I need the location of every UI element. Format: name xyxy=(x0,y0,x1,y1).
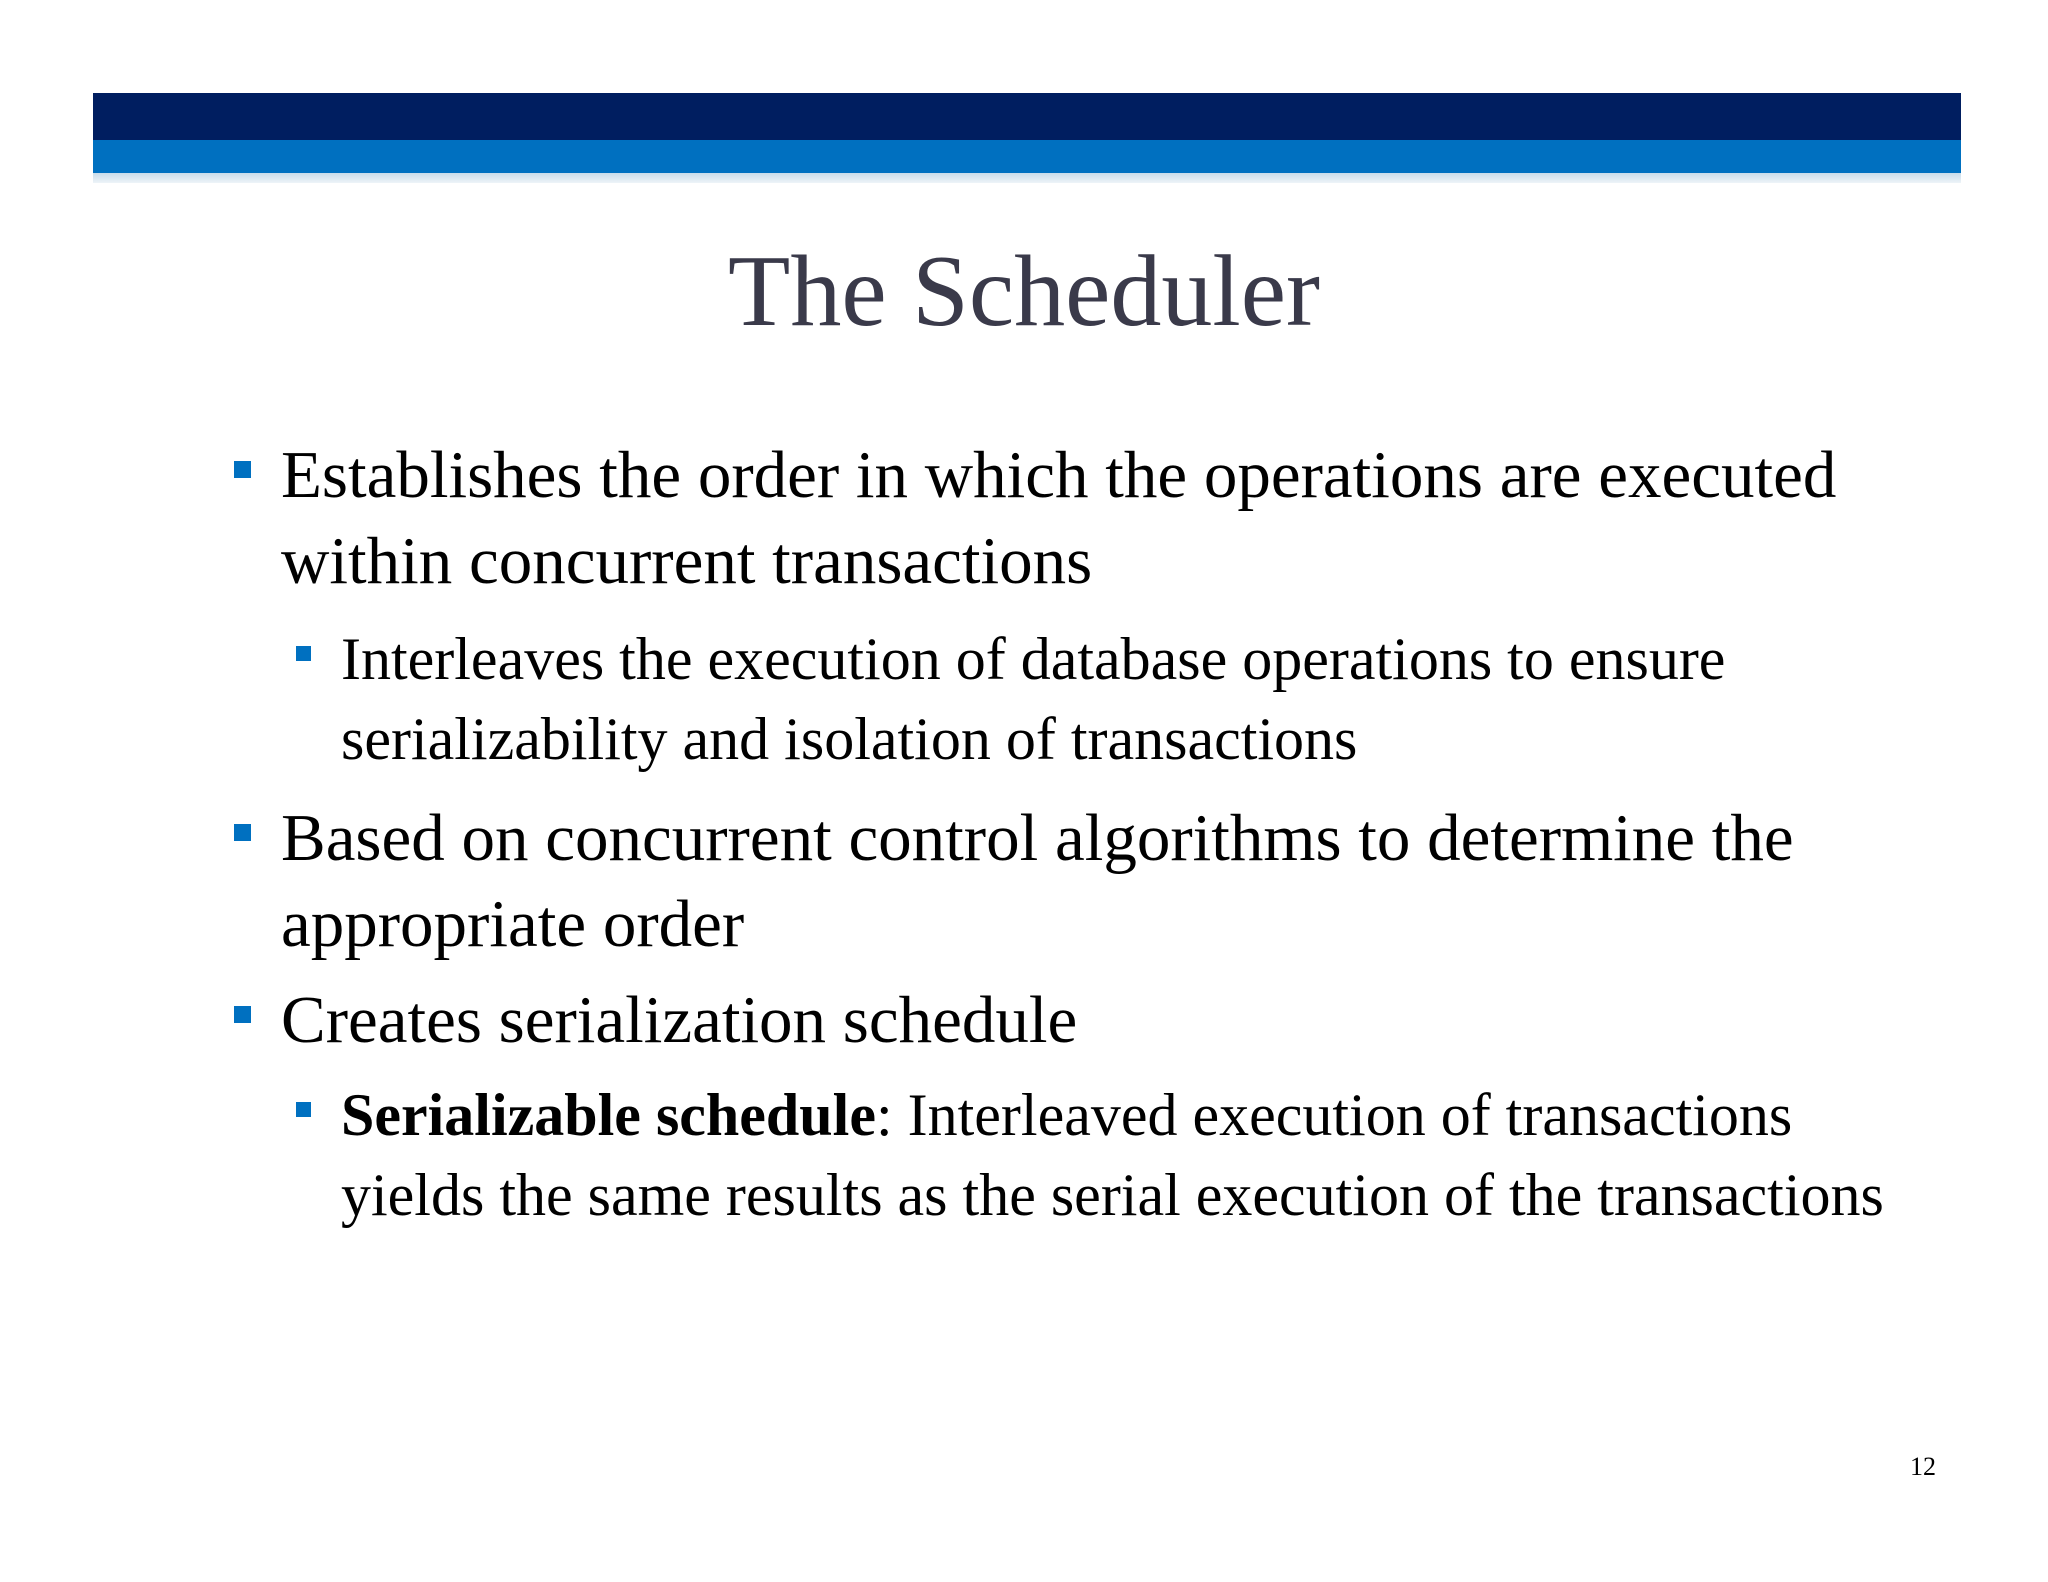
sub-bullet-text: Interleaves the execution of database operations to ensure serializability and isolation of transactions xyxy=(341,626,1726,772)
header-band-dark xyxy=(93,93,1961,140)
bullet-establishes-order xyxy=(230,432,1930,604)
square-bullet-icon xyxy=(234,1006,251,1023)
header-band-fade xyxy=(93,173,1961,183)
bullet-text: Establishes the order in which the operations are executed within concurrent transactions xyxy=(281,438,1837,598)
sub-bullet-interleaves xyxy=(292,619,1930,779)
bullet-concurrent-control xyxy=(230,795,1930,967)
slide-content xyxy=(230,432,1930,1235)
definition-term: Serializable schedule xyxy=(341,1082,876,1148)
page-number: 12 xyxy=(1910,1452,1936,1481)
bullet-serialization-schedule xyxy=(230,977,1930,1063)
bullet-text: Creates serialization schedule xyxy=(281,983,1078,1057)
square-bullet-icon xyxy=(296,646,311,661)
bullet-text: Based on concurrent control algorithms to determine the appropriate order xyxy=(281,801,1794,961)
sub-bullet-serializable-schedule xyxy=(292,1075,1930,1235)
header-band-light xyxy=(93,140,1961,173)
slide-title: The Scheduler xyxy=(728,235,1320,348)
definition-text: : Interleaved execution of transactions yields the same results as the serial execution of the transactions xyxy=(341,1082,1884,1228)
square-bullet-icon xyxy=(296,1102,311,1117)
header-bar xyxy=(93,93,1961,183)
square-bullet-icon xyxy=(234,461,251,478)
square-bullet-icon xyxy=(234,824,251,841)
